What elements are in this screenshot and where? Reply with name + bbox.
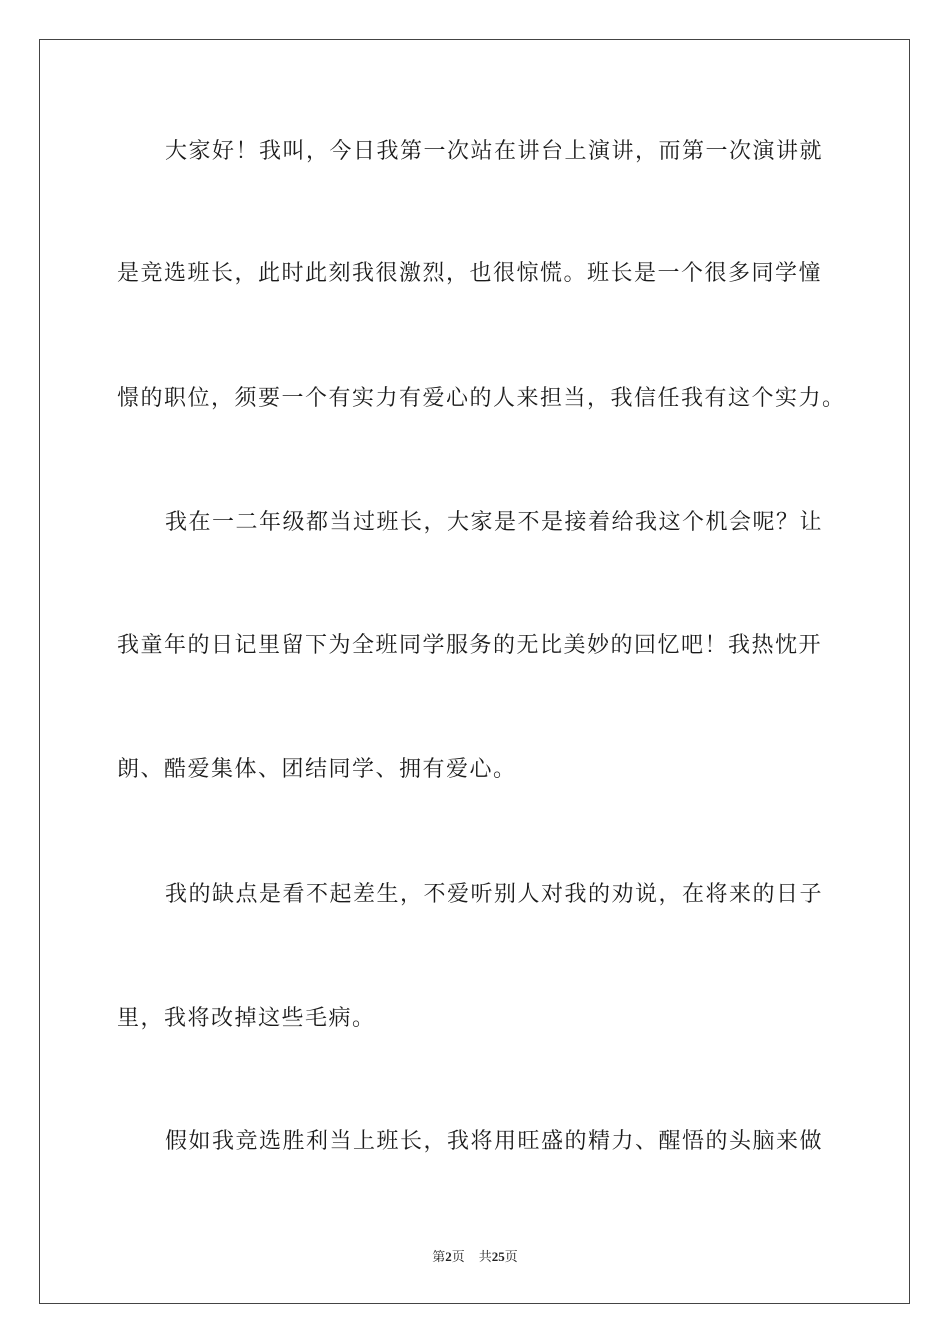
paragraph-line: 大家好！我叫，今日我第一次站在讲台上演讲，而第一次演讲就: [165, 139, 824, 164]
paragraph-line: 我在一二年级都当过班长，大家是不是接着给我这个机会呢？让: [165, 510, 824, 535]
page-frame: [39, 39, 910, 1304]
total-suffix: 页: [504, 1249, 518, 1264]
total-prefix: 共: [478, 1249, 492, 1264]
paragraph-line: 里，我将改掉这些毛病。: [117, 1006, 376, 1031]
page-suffix: 页: [451, 1249, 465, 1264]
paragraph-line: 是竞选班长，此时此刻我很激烈，也很惊慌。班长是一个很多同学憧: [117, 261, 823, 286]
paragraph-line: 我童年的日记里留下为全班同学服务的无比美妙的回忆吧！我热忱开: [117, 633, 823, 658]
paragraph-line: 我的缺点是看不起差生，不爱听别人对我的劝说，在将来的日子: [165, 882, 824, 907]
page-number: 2: [445, 1249, 452, 1264]
paragraph-line: 朗、酷爱集体、团结同学、拥有爱心。: [117, 757, 517, 782]
page-prefix: 第: [432, 1249, 446, 1264]
paragraph-line: 憬的职位，须要一个有实力有爱心的人来担当，我信任我有这个实力。: [117, 386, 846, 411]
page-footer: [0, 1248, 950, 1266]
paragraph-line: 假如我竞选胜利当上班长，我将用旺盛的精力、醒悟的头脑来做: [165, 1129, 824, 1154]
total-pages: 25: [491, 1249, 505, 1264]
